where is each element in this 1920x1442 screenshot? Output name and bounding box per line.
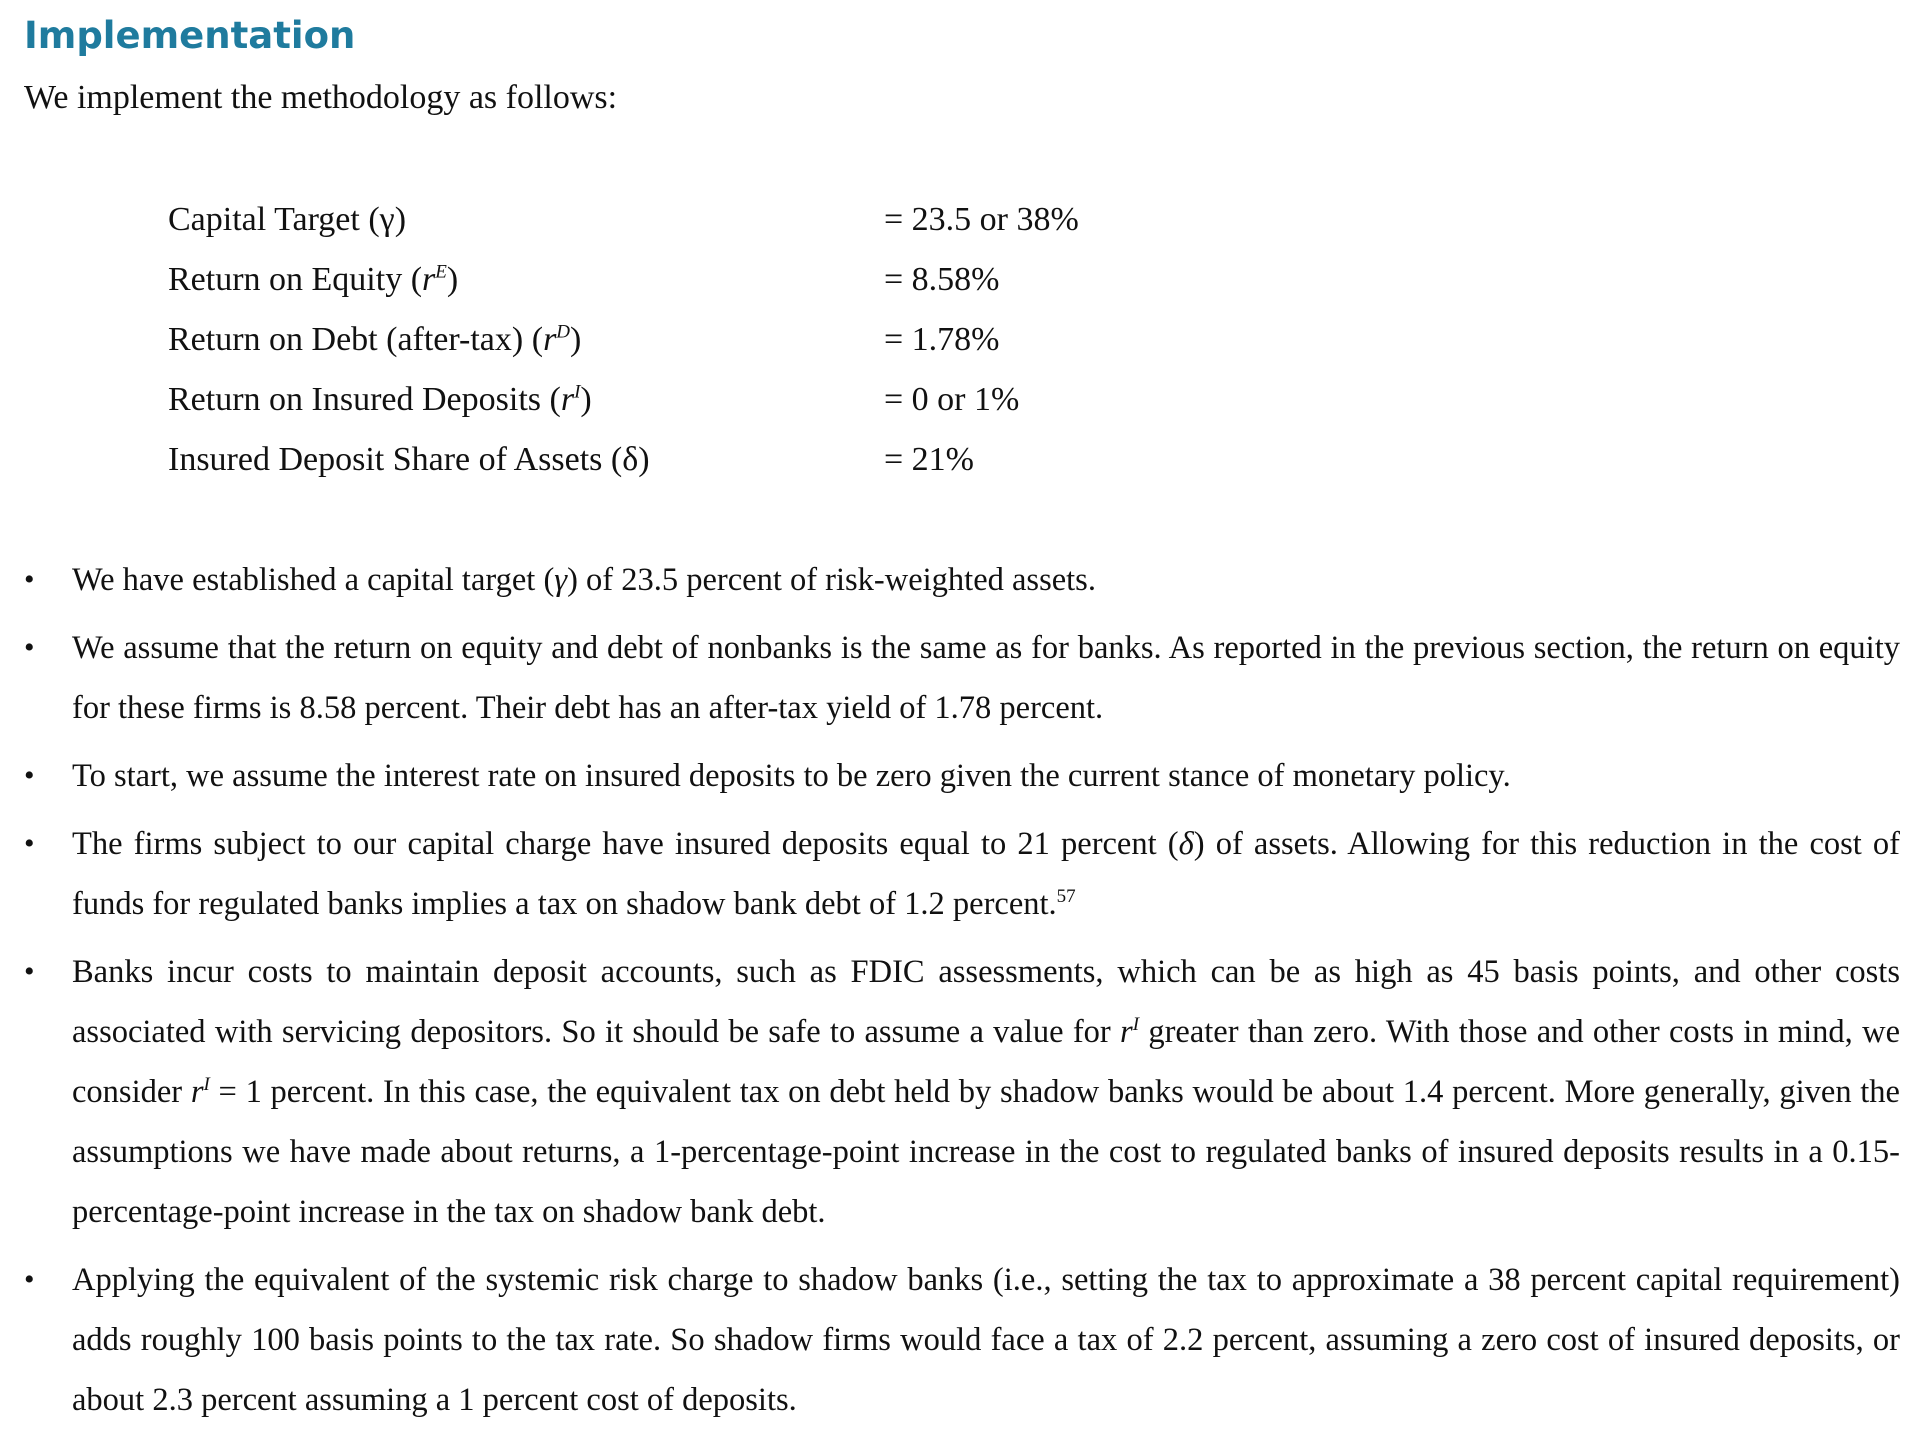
r-insured-symbol: $r^I$ xyxy=(190,1074,210,1110)
bullet-marker: • xyxy=(24,631,35,664)
parameter-symbol: $r^I$ xyxy=(560,381,581,418)
bullet-marker: • xyxy=(24,563,35,596)
bullet-item-deposit-share: • The firms subject to our capital charge have insured deposits equal to 21 percent (δ) of assets. Allowing for this reduction in the cost of funds for regulated banks implies a tax on shadow bank debt of 1.2 percent.$^{57}$ xyxy=(0,814,1920,934)
parameter-value: = 1.78% xyxy=(884,321,1000,358)
gamma-symbol: γ xyxy=(554,562,568,598)
parameter-label: Return on Insured Deposits $(r^I)$ xyxy=(168,381,592,418)
section-heading: Implementation xyxy=(24,14,356,57)
parameter-symbol: $r^D$ xyxy=(543,321,571,358)
parameter-symbol: γ xyxy=(379,201,395,238)
parameter-label: Return on Debt (after-tax) $(r^D)$ xyxy=(168,321,582,358)
bullet-item-capital-target: • We have established a capital target (γ) of 23.5 percent of risk-weighted assets. xyxy=(0,550,1920,610)
bullet-item-insured-deposit-rate: • To start, we assume the interest rate on insured deposits to be zero given the current stance of monetary policy. xyxy=(0,746,1920,806)
parameter-row-capital-target xyxy=(168,190,1168,250)
bullet-item-deposit-costs: • Banks incur costs to maintain deposit accounts, such as FDIC assessments, which can be as high as 45 basis points, and other costs associated with servicing depositors. So it should be safe to assume a value for $r^I$ greater than zero. With those and other costs in mind, we consider $r^I = 1$ percent. In this case, the equivalent tax on debt held by shadow banks would be about 1.4 percent. More generally, given the assumptions we have made about returns, a 1-percentage-point increase in the cost to regulated banks of insured deposits results in a 0.15-percentage-point increase in the tax on shadow bank debt. xyxy=(0,942,1920,1242)
parameter-row-return-on-debt xyxy=(168,310,1168,370)
parameter-label: Capital Target (γ) xyxy=(168,201,407,238)
parameter-label: Insured Deposit Share of Assets (δ) xyxy=(168,441,650,478)
parameter-value: = 21% xyxy=(884,441,974,478)
parameter-row-return-on-equity xyxy=(168,250,1168,310)
delta-symbol: δ xyxy=(1178,826,1194,862)
parameter-value: = 23.5 or 38% xyxy=(884,201,1079,238)
parameter-symbol: δ xyxy=(622,441,639,478)
bullet-marker: • xyxy=(24,827,35,860)
parameter-symbol: $r^E$ xyxy=(422,261,447,298)
bullet-marker: • xyxy=(24,1263,35,1296)
footnote-ref[interactable]: 57 xyxy=(1056,886,1076,908)
parameter-row-return-on-insured-deposits xyxy=(168,370,1168,430)
parameter-list xyxy=(168,190,1168,490)
bullet-list xyxy=(0,550,1920,1438)
r-insured-symbol: $r^I$ xyxy=(1120,1014,1140,1050)
bullet-item-systemic-risk-charge: • Applying the equivalent of the systemic risk charge to shadow banks (i.e., setting the tax to approximate a 38 percent capital requirement) adds roughly 100 basis points to the tax rate. So shadow firms would face a tax of 2.2 percent, assuming a zero cost of insured deposits, or about 2.3 percent assuming a 1 percent cost of deposits. xyxy=(0,1250,1920,1430)
parameter-row-insured-deposit-share xyxy=(168,430,1168,490)
parameter-value: = 0 or 1% xyxy=(884,381,1020,418)
parameter-label: Return on Equity $(r^E)$ xyxy=(168,261,459,298)
intro-paragraph: We implement the methodology as follows: xyxy=(24,79,618,116)
bullet-item-returns: • We assume that the return on equity and debt of nonbanks is the same as for banks. As reported in the previous section, the return on equity for these firms is 8.58 percent. Their debt has an after-tax yield of 1.78 percent. xyxy=(0,618,1920,738)
bullet-marker: • xyxy=(24,759,35,792)
parameter-value: = 8.58% xyxy=(884,261,1000,298)
bullet-marker: • xyxy=(24,955,35,988)
